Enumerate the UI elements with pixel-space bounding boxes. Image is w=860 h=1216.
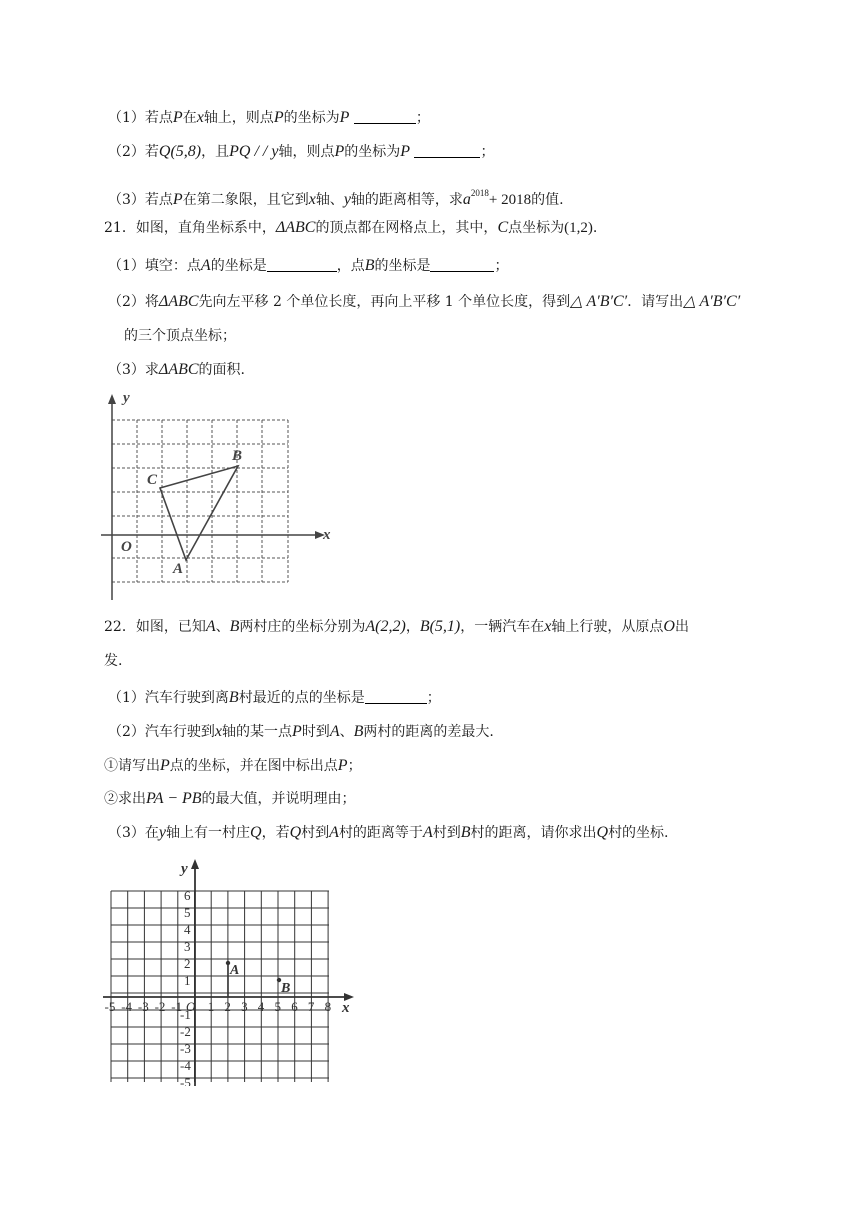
answer-blank[interactable] [414,143,480,158]
text: 两村的距离的差最大. [363,724,494,740]
text: 点的坐标，并在图中标出点 [169,758,338,774]
var-p: P [400,143,411,160]
math-triangle: ΔABC [158,293,199,310]
text: 22．如图，已知 [104,619,206,635]
x-tick-label: -1 [171,999,183,1014]
text: 轴上，则点 [203,110,274,126]
var-a: a [462,191,471,208]
y-axis-label: y [181,861,188,877]
point-c-label: C [147,472,158,488]
math-pq: PQ / / y [229,143,279,160]
text: ．请写出 [627,294,684,310]
q22-part2 [108,722,494,742]
math-plus: + 2018 [488,192,532,208]
text: （1）汽车行驶到离 [108,690,229,706]
text: 轴，则点 [278,144,335,160]
text: ； [415,110,430,126]
answer-blank[interactable] [430,257,494,272]
text: ，且 [201,144,230,160]
triangle-abc [160,466,238,560]
text: （2）将 [108,294,159,310]
var-o: O [663,618,675,635]
text: ， [405,619,420,635]
answer-blank[interactable] [267,257,337,272]
text: ； [480,144,495,160]
text: 的最大值，并说明理由； [201,791,356,807]
var-a: A [200,257,211,274]
text: 在 [182,110,197,126]
math-b-coord: B(5,1) [419,618,461,635]
text: （1）填空：点 [108,258,201,274]
text: 的坐标是 [210,258,267,274]
text: ①请写出 [104,758,160,774]
text: ； [347,758,362,774]
text: 、 [339,724,354,740]
x-axis-label: x [323,527,331,543]
text: （3）求 [108,362,159,378]
var-a: A [422,824,433,841]
point-b-label: B [281,981,291,996]
var-p: P [273,109,284,126]
y-tick-label: 4 [184,922,191,937]
y-tick-label: 5 [184,905,191,920]
x-tick-label: -3 [137,999,149,1014]
text: （3）在 [108,825,159,841]
answer-blank[interactable] [365,689,427,704]
text: 轴的某一点 [222,724,293,740]
q22-tick-labels [105,888,332,1086]
text: （2）若 [108,144,159,160]
y-tick-label: -3 [180,1041,191,1056]
var-p: P [172,191,183,208]
origin-label: O [121,539,132,555]
q20-part3 [108,183,564,210]
var-a: A [329,723,340,740]
var-p: P [337,757,348,774]
var-b: B [364,257,375,274]
var-y: y [158,824,167,841]
q22-stem-line1 [104,617,689,637]
var-p: P [334,143,345,160]
q21-part2-line1 [108,292,740,312]
q21-part3 [108,360,245,380]
x-tick-label: 4 [257,999,265,1014]
math-q: Q(5,8) [158,143,202,160]
text: （2）汽车行驶到 [108,724,215,740]
text: 轴的距离相等，求 [350,192,463,208]
var-y: y [343,191,351,208]
answer-blank[interactable] [354,109,416,124]
q21-grid [112,420,288,582]
math-coord: (1,2) [564,220,593,236]
var-p: P [160,757,170,774]
var-a: A [205,618,216,635]
q20-part2 [108,142,494,162]
x-tick-label: 8 [324,999,332,1014]
text: 村到 [301,825,330,841]
x-tick-label: -5 [104,999,116,1014]
text: 的三个顶点坐标； [124,328,236,344]
q22-part3 [108,823,669,843]
q21-stem [104,218,597,238]
q20-part1 [108,108,430,128]
text: 两村庄的坐标分别为 [239,619,366,635]
text: 先向左平移 2 个单位长度，再向上平移 1 个单位长度，得到 [198,294,571,310]
var-p: P [339,109,350,126]
text: 村的距离等于 [338,825,423,841]
var-b: B [228,689,239,706]
var-b: B [460,824,471,841]
x-axis-label: x [342,1000,350,1016]
y-tick-label: 6 [184,888,191,903]
y-tick-label: -1 [180,1007,191,1022]
text: ； [494,258,509,274]
text: 点坐标为 [508,220,565,236]
text: 轴、 [315,192,344,208]
var-x: x [214,723,223,740]
text: ②求出 [104,791,146,807]
var-p: P [292,723,302,740]
text: （1）若点 [108,110,173,126]
y-tick-label: 2 [184,956,191,971]
text: 村的距离，请你求出 [470,825,597,841]
text: （3）若点 [108,192,173,208]
y-tick-label: 3 [184,939,191,954]
math-a-coord: A(2,2) [365,618,406,635]
q21-part1 [108,256,508,276]
text: 时到 [301,724,330,740]
q22-stem-line2 [104,651,122,671]
var-x: x [544,618,552,635]
x-tick-label: 7 [307,999,315,1014]
var-b: B [353,723,364,740]
text: 村到 [432,825,461,841]
math-triangle-prime: △ A′B′C′ [570,293,628,310]
text: 出 [674,619,689,635]
q22-part1 [108,688,441,708]
x-tick-label: 5 [274,999,281,1014]
q21-part2-line2 [124,326,236,346]
x-tick-label: -4 [121,999,133,1014]
var-x: x [196,109,204,126]
text: ； [426,690,441,706]
point-a-label: A [173,561,184,577]
text: 村最近的点的坐标是 [238,690,365,706]
x-tick-label: 2 [224,999,231,1014]
point-a-label: A [230,963,240,978]
point-b-label: B [232,448,243,464]
x-tick-label: 6 [291,999,298,1014]
q22-figure [98,854,368,1086]
text: 的坐标为 [344,144,401,160]
x-tick-label: -2 [154,999,166,1014]
x-tick-label: 3 [241,999,248,1014]
text: ，点 [336,258,365,274]
text: 发. [104,653,123,669]
text: 21．如图，直角坐标系中， [104,220,276,236]
origin-label: O [186,999,196,1014]
var-x: x [308,191,316,208]
var-c: C [497,219,509,236]
var-a: A [329,824,339,841]
text: 村的坐标. [608,825,669,841]
math-triangle: ΔABC [158,361,199,378]
q22-sub1 [104,756,362,776]
y-axis-arrow-icon [108,394,116,404]
exponent: 2018 [470,188,489,198]
text: 的值. [531,192,564,208]
y-axis-arrow-icon [191,859,199,869]
var-p: P [172,109,183,126]
text: ，一辆汽车在 [460,619,545,635]
math-triangle-prime: △ A′B′C′ [683,293,741,310]
text: ，若 [261,825,290,841]
math-expr: PA − PB [146,790,202,807]
math-triangle: ΔABC [275,219,316,236]
text: 轴上行驶，从原点 [551,619,664,635]
y-tick-label: 1 [184,973,191,988]
y-tick-label: -2 [180,1024,191,1039]
var-q: Q [289,824,302,841]
text: 的面积. [198,362,245,378]
text: 、 [215,619,230,635]
text: 的顶点都在网格点上，其中， [315,220,498,236]
var-q: Q [250,824,262,841]
q22-sub2 [104,789,356,809]
text: 的坐标是 [374,258,431,274]
y-tick-label: -5 [180,1075,191,1086]
var-q: Q [596,824,609,841]
y-tick-label: -4 [180,1058,191,1073]
text: 轴上有一村庄 [166,825,251,841]
x-tick-label: 1 [207,999,215,1014]
text: 在第二象限，且它到 [182,192,309,208]
q21-figure [95,388,335,603]
var-b: B [229,618,240,635]
q22-grid [111,891,329,1082]
text: 的坐标为 [283,110,340,126]
y-axis-label: y [123,390,130,406]
text: . [592,220,598,236]
